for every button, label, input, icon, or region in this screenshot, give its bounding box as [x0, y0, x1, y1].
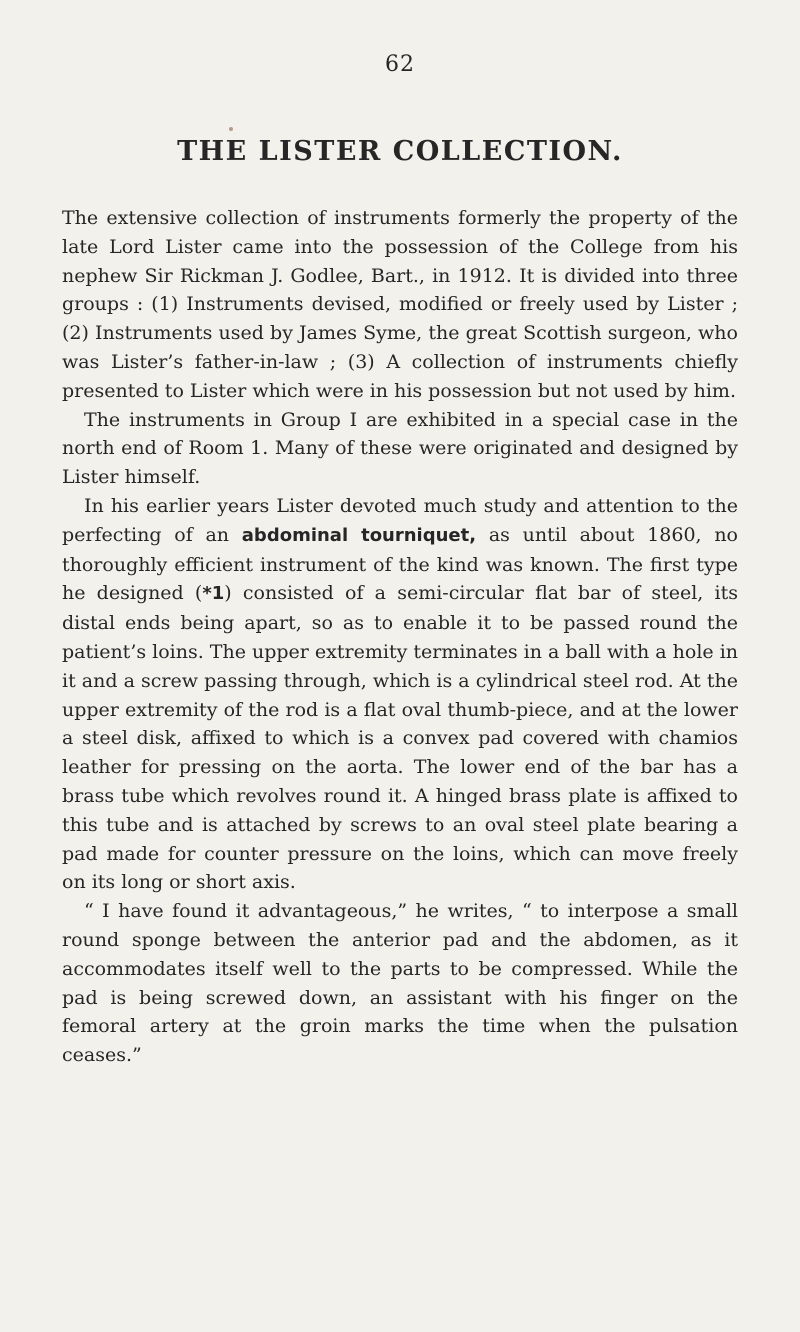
paragraph-3	[62, 492, 738, 897]
paragraph-3-text-end: ) consisted of a semi-circular flat bar of steel, its distal ends being apart, so as to enable it to be passed round the patient’s loins. The upper extremity terminates in a ball with a hole in it and a screw passing through, which is a cylindrical steel rod. At the upper extremity of the rod is a flat oval thumb-piece, and at the lower a steel disk, affixed to which is a convex pad covered with chamios leather for pressing on the aorta. The lower end of the bar has a brass tube which revolves round it. A hinged brass plate is affixed to this tube and is attached by screws to an oval steel plate bearing a pad made for counter pressure on the loins, which can move freely on its long or short axis.	[62, 582, 739, 894]
paragraph-4: “ I have found it advantageous,” he writes, “ to interpose a small round sponge between the anterior pad and the abdomen, as it accommodates itself well to the parts to be compressed. While the pad is being screwed down, an assistant with his finger on the femoral artery at the groin marks the time when the pulsation ceases.”	[62, 900, 738, 1067]
paragraph-3-text-start: In his earlier years Lister devoted much study and attention to the perfecting of an	[62, 494, 738, 546]
body-text	[62, 204, 738, 1070]
paragraph-2: The instruments in Group I are exhibited in a special case in the north end of Room 1. Many of these were originated and designed by Lister himself.	[62, 408, 738, 489]
emphasis-abdominal-tourniquet: abdominal tourniquet,	[241, 524, 477, 546]
paragraph-3-text-middle: as until about 1860, no thoroughly efficient instrument of the kind was known. The first type he designed (	[62, 523, 738, 605]
page-title: THE LISTER COLLECTION.	[177, 136, 623, 167]
paragraph-1: The extensive collection of instruments formerly the property of the late Lord Lister came into the possession of the College from his nephew Sir Rickman J. Godlee, Bart., in 1912. It is divided into three groups : (1) Instruments devised, modified or freely used by Lister ; (2) Instruments used by James Syme, the great Scottish surgeon, who was Lister’s father-in-law ; (3) A collection of instruments chiefly presented to Lister which were in his possession but not used by him.	[62, 207, 738, 402]
print-speck	[229, 127, 233, 131]
page-number: 62	[385, 52, 415, 77]
reference-marker: *1	[202, 583, 225, 605]
